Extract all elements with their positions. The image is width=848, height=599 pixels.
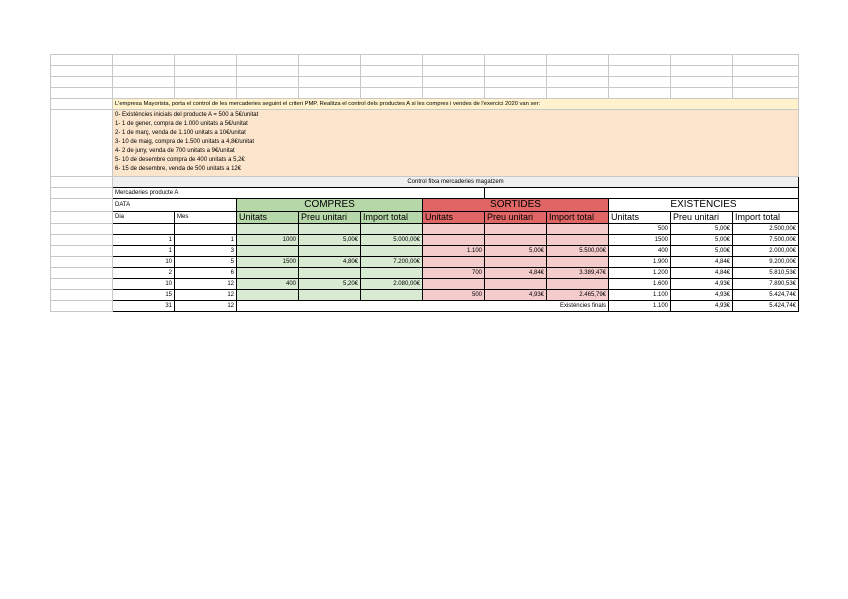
event-line: 0- Existències inicials del producte A = 500 a 5€/unitat (115, 112, 259, 118)
row-sortides-unitats[interactable] (423, 235, 485, 246)
product-row (51, 188, 799, 199)
row-compres-preu[interactable]: 5,20€ (299, 279, 361, 290)
row-sortides-import[interactable]: 3.389,47€ (547, 268, 609, 279)
row-existencies-unitats[interactable]: 400 (609, 246, 671, 257)
col-existencies-preu[interactable]: Preu unitari (671, 212, 733, 224)
row-existencies-preu[interactable]: 4,93€ (671, 279, 733, 290)
row-compres-import[interactable] (361, 246, 423, 257)
row-existencies-unitats[interactable]: 1.900 (609, 257, 671, 268)
row-compres-import[interactable]: 5.000,00€ (361, 235, 423, 246)
event-line: 3- 10 de maig, compra de 1.500 unitats a 4,8€/unitat (115, 139, 255, 145)
event-line: 6- 15 de desembre, venda de 500 unitats a 12€ (115, 166, 242, 172)
row-sortides-import[interactable]: 2.465,79€ (547, 290, 609, 301)
col-mes[interactable]: Mes (175, 212, 237, 224)
final-import[interactable]: 5.424,74€ (733, 301, 799, 312)
row-mes[interactable]: 12 (175, 290, 237, 301)
table-row (51, 268, 799, 279)
row-compres-unitats[interactable] (237, 290, 299, 301)
row-mes[interactable]: 3 (175, 246, 237, 257)
row-sortides-import[interactable] (547, 224, 609, 235)
table-row (51, 224, 799, 235)
row-sortides-preu[interactable]: 5,00€ (485, 246, 547, 257)
row-existencies-preu[interactable]: 5,00€ (671, 246, 733, 257)
table-title[interactable]: Control fitxa mercaderies magatzem (113, 177, 799, 188)
final-preu[interactable]: 4,93€ (671, 301, 733, 312)
statement-text[interactable]: L'empresa Mayorista, porta el control de les mercaderies seguint el criteri PMP. Realitza el control dels productes A si les compres i vendes de l'exercici 2020 van ser: (113, 99, 799, 110)
empty-row (51, 55, 799, 66)
row-sortides-preu[interactable] (485, 224, 547, 235)
event-line: 5- 10 de desembre compra de 400 unitats a 5,2€ (115, 157, 245, 163)
col-dia[interactable]: Dia (113, 212, 175, 224)
row-compres-unitats[interactable]: 1500 (237, 257, 299, 268)
empty-row (51, 66, 799, 77)
row-existencies-unitats[interactable]: 1.600 (609, 279, 671, 290)
table-row (51, 257, 799, 268)
table-row (51, 279, 799, 290)
row-sortides-preu[interactable]: 4,93€ (485, 290, 547, 301)
final-label[interactable]: Existències finals (237, 301, 609, 312)
empty-row (51, 88, 799, 99)
row-compres-preu[interactable]: 5,00€ (299, 235, 361, 246)
row-existencies-import[interactable]: 5.810,53€ (733, 268, 799, 279)
row-existencies-import[interactable]: 2.500,00€ (733, 224, 799, 235)
row-dia[interactable]: 15 (113, 290, 175, 301)
row-mes[interactable]: 12 (175, 279, 237, 290)
column-header-row (51, 212, 799, 224)
row-sortides-unitats[interactable] (423, 257, 485, 268)
empty-row (51, 77, 799, 88)
row-sortides-unitats[interactable]: 500 (423, 290, 485, 301)
row-sortides-import[interactable] (547, 279, 609, 290)
row-compres-unitats[interactable]: 1000 (237, 235, 299, 246)
event-line: 2- 1 de març, venda de 1.100 unitats a 10€/unitat (115, 130, 246, 136)
row-sortides-preu[interactable] (485, 279, 547, 290)
row-sortides-unitats[interactable]: 700 (423, 268, 485, 279)
row-existencies-unitats[interactable]: 1500 (609, 235, 671, 246)
row-compres-preu[interactable] (299, 290, 361, 301)
row-compres-preu[interactable] (299, 246, 361, 257)
row-compres-import[interactable]: 7.200,00€ (361, 257, 423, 268)
row-mes[interactable] (175, 224, 237, 235)
row-existencies-import[interactable]: 2.000,00€ (733, 246, 799, 257)
table-row (51, 235, 799, 246)
row-existencies-preu[interactable]: 4,84€ (671, 257, 733, 268)
row-sortides-preu[interactable] (485, 235, 547, 246)
col-sortides-unitats[interactable]: Unitats (423, 212, 485, 224)
row-existencies-import[interactable]: 7.500,00€ (733, 235, 799, 246)
col-compres-unitats[interactable]: Unitats (237, 212, 299, 224)
table-row (51, 290, 799, 301)
row-existencies-import[interactable]: 9.200,00€ (733, 257, 799, 268)
final-row (51, 301, 799, 312)
row-dia[interactable]: 2 (113, 268, 175, 279)
sortides-header[interactable]: SORTIDES (423, 199, 609, 212)
row-dia[interactable] (113, 224, 175, 235)
row-existencies-import[interactable]: 5.424,74€ (733, 290, 799, 301)
row-existencies-import[interactable]: 7.890,53€ (733, 279, 799, 290)
ledger-rows (51, 224, 799, 301)
row-sortides-import[interactable] (547, 235, 609, 246)
date-header[interactable]: DATA (113, 199, 237, 212)
row-compres-preu[interactable] (299, 268, 361, 279)
row-mes[interactable]: 5 (175, 257, 237, 268)
row-dia[interactable]: 1 (113, 246, 175, 257)
row-existencies-unitats[interactable]: 1.200 (609, 268, 671, 279)
row-compres-preu[interactable] (299, 224, 361, 235)
final-unitats[interactable]: 1.100 (609, 301, 671, 312)
row-existencies-preu[interactable]: 4,84€ (671, 268, 733, 279)
row-compres-unitats[interactable]: 400 (237, 279, 299, 290)
col-existencies-unitats[interactable]: Unitats (609, 212, 671, 224)
col-sortides-import[interactable]: Import total (547, 212, 609, 224)
row-existencies-preu[interactable]: 5,00€ (671, 224, 733, 235)
row-sortides-unitats[interactable]: 1.100 (423, 246, 485, 257)
event-line: 1- 1 de gener, compra de 1.000 unitats a 5€/unitat (115, 121, 248, 127)
row-sortides-import[interactable] (547, 257, 609, 268)
row-existencies-unitats[interactable]: 1.100 (609, 290, 671, 301)
product-label[interactable]: Mercaderies producte A (113, 188, 485, 199)
row-dia[interactable]: 10 (113, 279, 175, 290)
row-compres-unitats[interactable] (237, 246, 299, 257)
row-existencies-preu[interactable]: 4,93€ (671, 290, 733, 301)
final-mes[interactable]: 12 (175, 301, 237, 312)
row-compres-import[interactable] (361, 224, 423, 235)
col-sortides-preu[interactable]: Preu unitari (485, 212, 547, 224)
row-existencies-preu[interactable]: 5,00€ (671, 235, 733, 246)
spreadsheet-grid (50, 54, 799, 312)
row-dia[interactable]: 1 (113, 235, 175, 246)
row-mes[interactable]: 1 (175, 235, 237, 246)
col-existencies-import[interactable]: Import total (733, 212, 799, 224)
row-compres-import[interactable] (361, 290, 423, 301)
row-sortides-unitats[interactable] (423, 279, 485, 290)
events-cell[interactable] (113, 110, 799, 177)
row-sortides-preu[interactable]: 4,84€ (485, 268, 547, 279)
row-existencies-unitats[interactable]: 500 (609, 224, 671, 235)
event-line: 4- 2 de juny, venda de 700 unitats a 9€/unitat (115, 148, 235, 154)
final-dia[interactable]: 31 (113, 301, 175, 312)
row-compres-unitats[interactable] (237, 224, 299, 235)
row-compres-import[interactable] (361, 268, 423, 279)
row-compres-unitats[interactable] (237, 268, 299, 279)
table-row (51, 246, 799, 257)
col-compres-import[interactable]: Import total (361, 212, 423, 224)
row-dia[interactable]: 10 (113, 257, 175, 268)
row-compres-import[interactable]: 2.080,00€ (361, 279, 423, 290)
row-sortides-unitats[interactable] (423, 224, 485, 235)
statement-row (51, 99, 799, 110)
existencies-header[interactable]: EXISTÈNCIES (609, 199, 799, 212)
table-title-row (51, 177, 799, 188)
row-compres-preu[interactable]: 4,80€ (299, 257, 361, 268)
col-compres-preu[interactable]: Preu unitari (299, 212, 361, 224)
compres-header[interactable]: COMPRES (237, 199, 423, 212)
events-row (51, 110, 799, 177)
row-sortides-import[interactable]: 5.500,00€ (547, 246, 609, 257)
section-header-row (51, 199, 799, 212)
row-sortides-preu[interactable] (485, 257, 547, 268)
row-mes[interactable]: 6 (175, 268, 237, 279)
